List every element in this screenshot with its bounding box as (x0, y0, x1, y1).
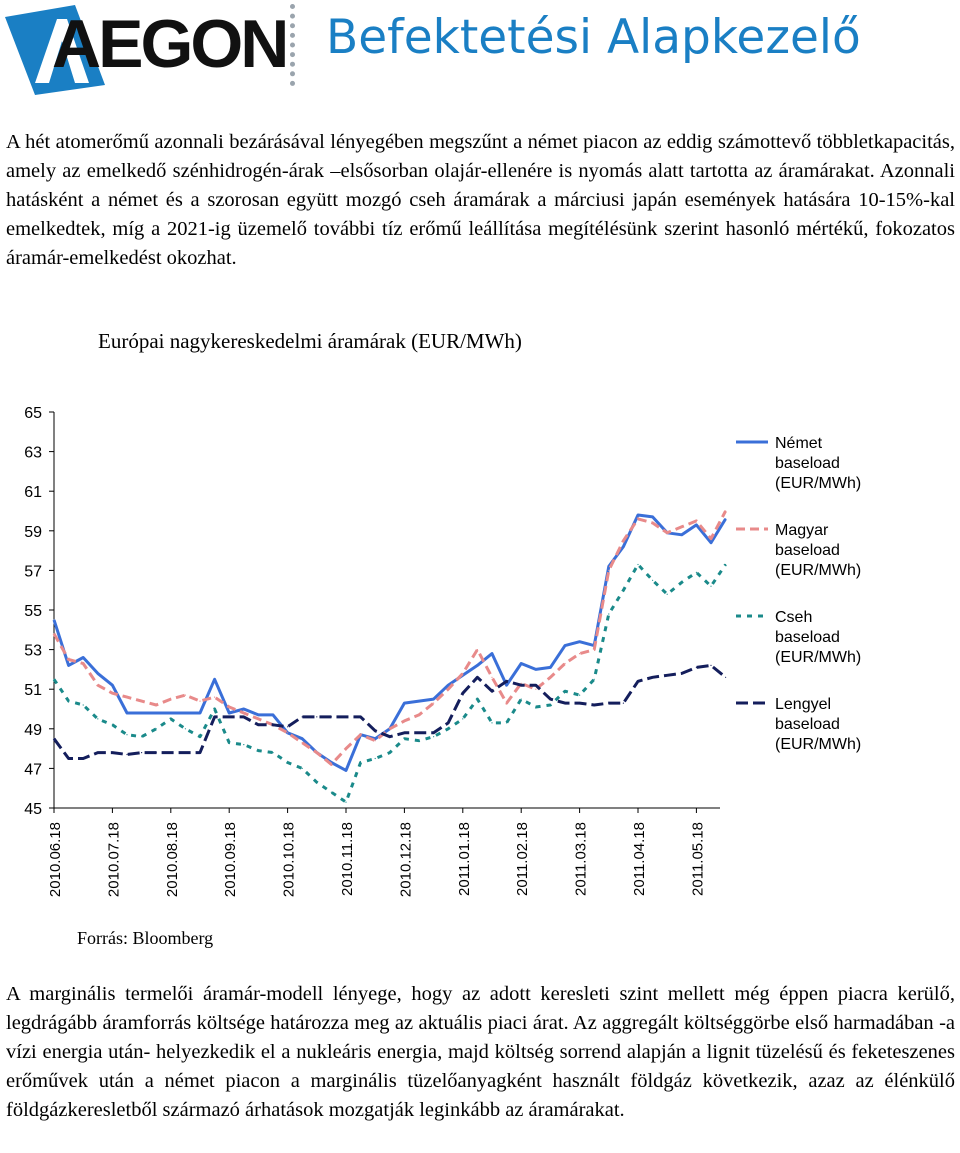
data-point (564, 703, 565, 704)
header (0, 0, 960, 96)
data-point (725, 677, 726, 678)
data-point (681, 526, 682, 527)
data-point (710, 538, 711, 539)
data-point (53, 633, 54, 634)
data-point (652, 580, 653, 581)
data-point (345, 748, 346, 749)
data-point (564, 663, 565, 664)
data-point (302, 738, 303, 739)
x-tick-label: 2011.04.18 (631, 822, 648, 896)
legend-label: baseload (775, 542, 840, 559)
data-point (550, 699, 551, 700)
data-point (170, 752, 171, 753)
chart-legend (736, 435, 861, 753)
data-point (360, 716, 361, 717)
data-point (448, 689, 449, 690)
data-point (710, 542, 711, 543)
data-point (53, 619, 54, 620)
x-tick-label: 2010.08.18 (163, 822, 181, 898)
data-point (506, 681, 507, 682)
chart-series (53, 510, 726, 802)
data-point (448, 722, 449, 723)
data-point (53, 679, 54, 680)
data-point (418, 714, 419, 715)
data-point (214, 708, 215, 709)
data-point (404, 732, 405, 733)
data-point (83, 758, 84, 759)
data-point (652, 522, 653, 523)
data-point (491, 677, 492, 678)
data-point (652, 516, 653, 517)
data-point (345, 716, 346, 717)
data-point (229, 712, 230, 713)
data-point (477, 649, 478, 650)
data-point (331, 764, 332, 765)
data-point (112, 693, 113, 694)
data-point (258, 750, 259, 751)
data-point (725, 564, 726, 565)
data-point (156, 712, 157, 713)
data-point (389, 728, 390, 729)
legend-label: (EUR/MWh) (775, 475, 862, 492)
data-point (199, 752, 200, 753)
data-point (637, 681, 638, 682)
y-tick-label: 47 (24, 761, 42, 779)
data-point (623, 546, 624, 547)
data-point (535, 706, 536, 707)
data-point (521, 699, 522, 700)
data-point (579, 641, 580, 642)
data-point (696, 520, 697, 521)
data-point (97, 685, 98, 686)
series-line-2 (54, 565, 726, 803)
data-point (491, 722, 492, 723)
data-point (608, 703, 609, 704)
data-point (53, 738, 54, 739)
data-point (579, 695, 580, 696)
data-point (608, 570, 609, 571)
data-point (68, 701, 69, 702)
header-divider (290, 4, 295, 86)
y-tick-label: 55 (24, 603, 42, 620)
data-point (243, 744, 244, 745)
data-point (272, 724, 273, 725)
data-point (725, 518, 726, 519)
data-point (681, 673, 682, 674)
data-point (623, 590, 624, 591)
data-point (229, 742, 230, 743)
data-point (389, 752, 390, 753)
data-point (68, 665, 69, 666)
data-point (696, 524, 697, 525)
data-point (156, 728, 157, 729)
data-point (433, 732, 434, 733)
data-point (126, 754, 127, 755)
data-point (681, 582, 682, 583)
legend-label: baseload (775, 629, 840, 646)
data-point (199, 736, 200, 737)
data-point (272, 714, 273, 715)
x-tick-label: 2010.09.18 (222, 822, 240, 898)
data-point (229, 716, 230, 717)
data-point (594, 649, 595, 650)
data-point (418, 732, 419, 733)
data-point (521, 685, 522, 686)
data-point (696, 572, 697, 573)
data-point (97, 718, 98, 719)
data-point (506, 722, 507, 723)
price-line-chart (0, 392, 960, 922)
data-point (637, 564, 638, 565)
data-point (170, 712, 171, 713)
x-tick-label: 2010.10.18 (280, 822, 298, 898)
data-point (156, 704, 157, 705)
data-point (462, 693, 463, 694)
y-tick-label: 51 (24, 682, 42, 700)
data-point (433, 736, 434, 737)
x-tick-label: 2010.11.18 (339, 822, 356, 896)
data-point (258, 718, 259, 719)
data-point (418, 740, 419, 741)
y-tick-label: 49 (24, 721, 42, 739)
data-point (681, 534, 682, 535)
data-point (126, 697, 127, 698)
legend-label: Német (775, 435, 823, 452)
data-point (608, 613, 609, 614)
data-point (302, 742, 303, 743)
data-point (579, 703, 580, 704)
x-tick-label: 2010.06.18 (47, 822, 64, 898)
data-point (345, 802, 346, 803)
data-point (316, 782, 317, 783)
data-point (214, 716, 215, 717)
data-point (141, 701, 142, 702)
y-tick-label: 45 (24, 801, 42, 818)
data-point (258, 724, 259, 725)
legend-label: Cseh (775, 609, 813, 626)
source-note: Forrás: Bloomberg (77, 928, 214, 948)
data-point (667, 594, 668, 595)
y-tick-label: 57 (24, 563, 42, 581)
data-point (287, 762, 288, 763)
data-point (637, 514, 638, 515)
data-point (521, 663, 522, 664)
header-title: Befektetési Alapkezelő (326, 10, 861, 65)
y-tick-label: 53 (24, 642, 42, 660)
data-point (710, 665, 711, 666)
data-point (623, 703, 624, 704)
y-tick-label: 61 (24, 484, 42, 502)
data-point (170, 718, 171, 719)
data-point (112, 724, 113, 725)
data-point (126, 734, 127, 735)
data-point (550, 677, 551, 678)
data-point (199, 701, 200, 702)
data-point (83, 663, 84, 664)
data-point (462, 673, 463, 674)
data-point (83, 704, 84, 705)
data-point (229, 706, 230, 707)
x-tick-label: 2010.07.18 (105, 822, 123, 898)
data-point (623, 540, 624, 541)
data-point (404, 703, 405, 704)
data-point (243, 712, 244, 713)
data-point (112, 685, 113, 686)
data-point (68, 758, 69, 759)
data-point (535, 669, 536, 670)
data-point (345, 770, 346, 771)
data-point (126, 712, 127, 713)
chart-title: Európai nagykereskedelmi áramárak (EUR/MWh) (98, 329, 522, 353)
data-point (462, 718, 463, 719)
data-point (696, 667, 697, 668)
data-point (667, 675, 668, 676)
data-point (185, 752, 186, 753)
data-point (185, 728, 186, 729)
data-point (564, 645, 565, 646)
data-point (579, 653, 580, 654)
data-point (141, 736, 142, 737)
y-tick-label: 65 (24, 405, 42, 422)
brand-logo-text: AEGON (52, 6, 287, 82)
data-point (287, 732, 288, 733)
data-point (594, 704, 595, 705)
data-point (506, 703, 507, 704)
data-point (477, 699, 478, 700)
data-point (535, 689, 536, 690)
data-point (652, 677, 653, 678)
data-point (243, 708, 244, 709)
x-tick-label: 2011.02.18 (514, 822, 532, 896)
data-point (316, 752, 317, 753)
data-point (68, 659, 69, 660)
x-tick-label: 2010.12.18 (397, 822, 415, 898)
data-point (491, 691, 492, 692)
data-point (141, 752, 142, 753)
data-point (375, 740, 376, 741)
legend-label: Lengyel (775, 696, 832, 713)
data-point (375, 730, 376, 731)
data-point (550, 704, 551, 705)
legend-label: baseload (775, 455, 840, 472)
legend-label: Magyar (775, 522, 829, 539)
data-point (491, 653, 492, 654)
data-point (564, 691, 565, 692)
data-point (433, 699, 434, 700)
y-tick-label: 59 (24, 523, 42, 541)
data-point (477, 677, 478, 678)
data-point (360, 734, 361, 735)
data-point (97, 673, 98, 674)
data-point (243, 716, 244, 717)
data-point (594, 679, 595, 680)
data-point (316, 716, 317, 717)
data-point (97, 752, 98, 753)
series-line-0 (54, 515, 726, 770)
x-tick-label: 2011.05.18 (689, 822, 707, 896)
data-point (389, 736, 390, 737)
data-point (550, 667, 551, 668)
chart-axes (24, 405, 720, 897)
data-point (170, 699, 171, 700)
data-point (302, 768, 303, 769)
data-point (418, 701, 419, 702)
data-point (506, 685, 507, 686)
data-point (535, 685, 536, 686)
data-point (375, 758, 376, 759)
data-point (404, 720, 405, 721)
data-point (710, 586, 711, 587)
data-point (214, 679, 215, 680)
data-point (185, 712, 186, 713)
body-paragraph: A marginális termelői áramár-modell lényege, hogy az adott keresleti szint mellett még éppen piacra kerülő, legdrágább áramforrás költsége határozza meg az aktuális piaci árat. Az aggregált költséggörbe első harmadában -a vízi energia után- helyezkedik el a nukleáris energia, majd költség sorrend alapján a lignit tüzelésű és feketeszenes erőművek után a német piacon a marginális tüzelőanyagként használt földgáz következik, azaz az élénkülő földgázkeresletből származó árhatások mozgatják leginkább az áramárakat. (6, 983, 955, 1121)
x-tick-label: 2011.03.18 (572, 822, 590, 896)
data-point (214, 697, 215, 698)
data-point (199, 712, 200, 713)
x-tick-label: 2011.01.18 (455, 822, 473, 896)
data-point (141, 712, 142, 713)
data-point (331, 716, 332, 717)
data-point (360, 762, 361, 763)
legend-label: baseload (775, 716, 840, 733)
legend-label: (EUR/MWh) (775, 736, 862, 753)
data-point (448, 685, 449, 686)
data-point (112, 752, 113, 753)
data-point (637, 518, 638, 519)
data-point (404, 738, 405, 739)
data-point (185, 695, 186, 696)
legend-label: (EUR/MWh) (775, 562, 862, 579)
data-point (448, 728, 449, 729)
data-point (287, 726, 288, 727)
data-point (156, 752, 157, 753)
data-point (258, 714, 259, 715)
data-point (272, 752, 273, 753)
data-point (302, 716, 303, 717)
intro-paragraph: A hét atomerőmű azonnali bezárásával lényegében megszűnt a német piacon az eddig számottevő többletkapacitás, amely az emelkedő szénhidrogén-árak –elsősorban olajár-ellenére is nyomás alatt tartotta az áramárakat. Azonnali hatásként a német és a szorosan együtt mozgó cseh áramárak a márciusi japán események hatására 10-15%-kal emelkedtek, míg a 2021-ig üzemelő további tíz erőmű leállítása megítélésünk szerint hasonló mértékű, fokozatos áramár-emelkedést okozhat. (6, 131, 955, 269)
data-point (667, 532, 668, 533)
data-point (477, 665, 478, 666)
data-point (83, 657, 84, 658)
data-point (725, 510, 726, 511)
legend-label: (EUR/MWh) (775, 649, 862, 666)
data-point (433, 703, 434, 704)
data-point (331, 792, 332, 793)
y-tick-label: 63 (24, 444, 42, 462)
